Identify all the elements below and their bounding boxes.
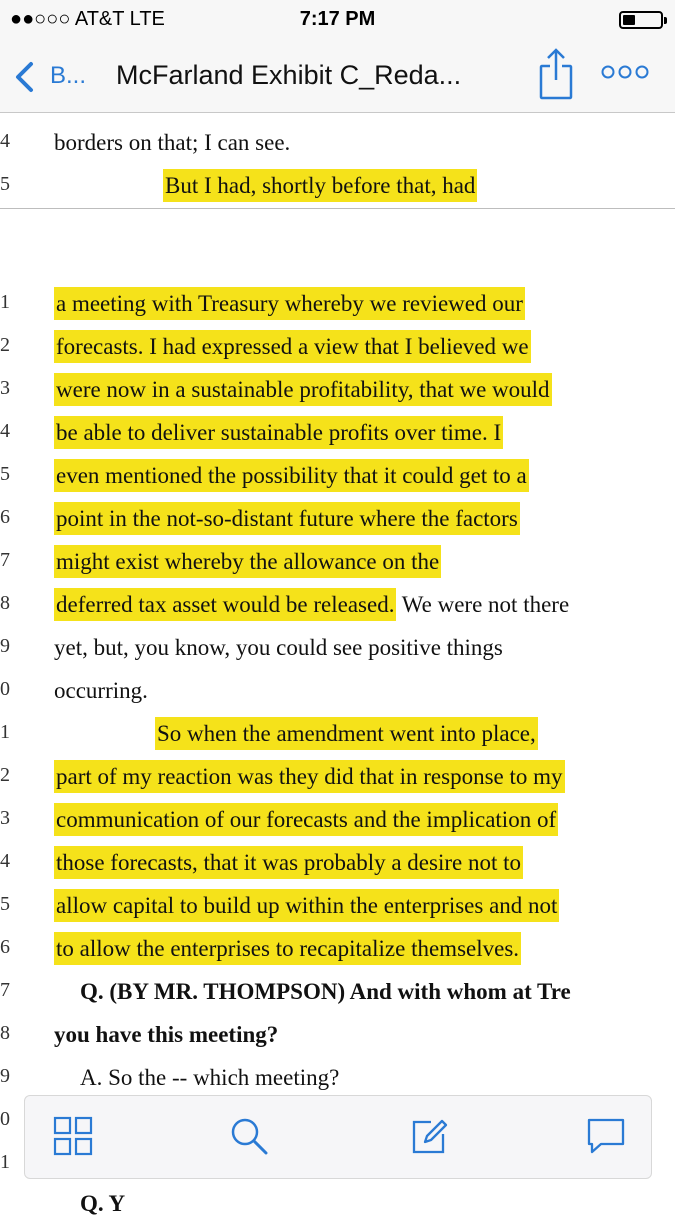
annotate-button[interactable] xyxy=(409,1116,449,1161)
share-icon xyxy=(536,46,576,102)
line-number: 9 xyxy=(0,635,10,657)
highlighted-text: those forecasts, that it was probably a desire not to xyxy=(54,846,523,879)
line-number: 7 xyxy=(0,549,10,571)
highlighted-text: deferred tax asset would be released. xyxy=(54,588,396,621)
more-button[interactable] xyxy=(600,62,650,87)
answer-line: A. So the -- which meeting? xyxy=(80,1065,340,1090)
nav-bar xyxy=(0,40,675,113)
transcript-line xyxy=(54,934,521,964)
line-number: 5 xyxy=(0,173,10,195)
transcript-line xyxy=(54,504,520,534)
search-icon xyxy=(229,1116,269,1156)
line-number: 2 xyxy=(0,334,10,356)
line-number: 3 xyxy=(0,807,10,829)
transcript-line xyxy=(54,547,441,577)
transcript-line xyxy=(54,891,559,921)
line-number: 7 xyxy=(0,979,10,1001)
transcript-line: borders on that; I can see. xyxy=(54,130,291,155)
transcript-line xyxy=(54,848,523,878)
highlighted-text: to allow the enterprises to recapitalize themselves. xyxy=(54,932,521,965)
edit-icon xyxy=(409,1116,449,1156)
line-number: 6 xyxy=(0,936,10,958)
transcript-line: occurring. xyxy=(54,678,148,703)
transcript-line: yet, but, you know, you could see positive things xyxy=(54,635,503,660)
thumbnails-button[interactable] xyxy=(53,1116,93,1161)
highlighted-text: But I had, shortly before that, had xyxy=(163,169,477,202)
transcript-line xyxy=(54,332,531,362)
document-title: McFarland Exhibit C_Reda... xyxy=(116,60,462,90)
question-line: Q. (BY MR. THOMPSON) And with whom at Tre xyxy=(80,979,571,1004)
highlighted-text: So when the amendment went into place, xyxy=(155,717,538,750)
line-number: 0 xyxy=(0,678,10,700)
line-number: 4 xyxy=(0,850,10,872)
line-number: 1 xyxy=(0,721,10,743)
transcript-line xyxy=(163,171,477,201)
battery-icon xyxy=(619,11,663,29)
back-label: B... xyxy=(50,62,87,89)
transcript-line xyxy=(54,590,569,620)
highlighted-text: point in the not-so-distant future where the factors xyxy=(54,502,520,535)
carrier-signal: ●●○○○ AT&T LTE xyxy=(10,8,165,30)
line-number: 8 xyxy=(0,592,10,614)
line-number: 0 xyxy=(0,1108,10,1130)
line-number: 1 xyxy=(0,1151,10,1173)
search-button[interactable] xyxy=(229,1116,269,1161)
transcript-line xyxy=(54,418,503,448)
bottom-toolbar xyxy=(24,1095,652,1179)
line-number: 1 xyxy=(0,291,10,313)
line-number: 4 xyxy=(0,130,10,152)
transcript-line xyxy=(54,289,525,319)
highlighted-text: forecasts. I had expressed a view that I believed we xyxy=(54,330,531,363)
chevron-left-icon xyxy=(14,62,36,92)
highlighted-text: might exist whereby the allowance on the xyxy=(54,545,441,578)
document-page[interactable] xyxy=(0,113,675,1216)
comment-icon xyxy=(585,1116,627,1156)
line-number: 6 xyxy=(0,506,10,528)
line-number: 8 xyxy=(0,1022,10,1044)
highlighted-text: were now in a sustainable profitability, that we would xyxy=(54,373,552,406)
highlighted-text: allow capital to build up within the enterprises and not xyxy=(54,889,559,922)
line-number: 9 xyxy=(0,1065,10,1087)
status-bar xyxy=(0,0,675,40)
transcript-line xyxy=(155,719,538,749)
line-number: 5 xyxy=(0,893,10,915)
line-number: 4 xyxy=(0,420,10,442)
highlighted-text: part of my reaction was they did that in response to my xyxy=(54,760,565,793)
clock: 7:17 PM xyxy=(299,8,376,30)
highlighted-text: communication of our forecasts and the implication of xyxy=(54,803,558,836)
transcript-line xyxy=(54,461,529,491)
comment-button[interactable] xyxy=(585,1116,627,1161)
line-number: 3 xyxy=(0,377,10,399)
question-line: Q. Y xyxy=(80,1191,126,1216)
line-number: 5 xyxy=(0,463,10,485)
share-button[interactable] xyxy=(536,46,576,107)
question-line: you have this meeting? xyxy=(54,1022,279,1047)
thumbnails-icon xyxy=(53,1116,93,1156)
highlighted-text: a meeting with Treasury whereby we reviewed our xyxy=(54,287,525,320)
line-number: 2 xyxy=(0,764,10,786)
highlighted-text: be able to deliver sustainable profits over time. I xyxy=(54,416,503,449)
plain-text: We were not there xyxy=(396,592,570,617)
page-divider xyxy=(0,208,675,209)
transcript-line xyxy=(54,805,558,835)
transcript-line xyxy=(54,375,552,405)
transcript-line xyxy=(54,762,565,792)
more-icon xyxy=(600,62,650,82)
highlighted-text: even mentioned the possibility that it could get to a xyxy=(54,459,529,492)
